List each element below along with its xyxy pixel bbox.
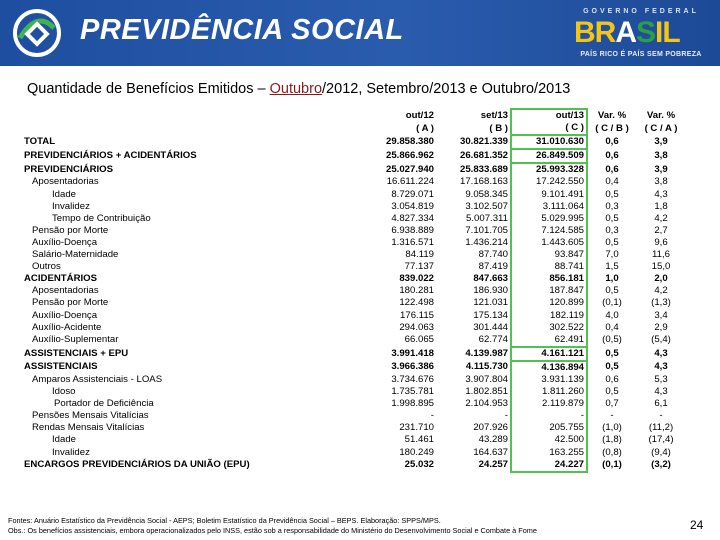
cell-c: 1.811.260 xyxy=(511,386,587,398)
cell-ca: 15,0 xyxy=(651,261,671,273)
row-label: Idoso xyxy=(52,386,76,398)
cell-b: 121.031 xyxy=(473,297,508,309)
gov-top-label: GOVERNO FEDERAL xyxy=(583,8,699,15)
row-label: Auxílio-Acidente xyxy=(32,321,102,333)
cell-c: 3.111.064 xyxy=(511,201,587,213)
cell-ca: 4,3 xyxy=(654,347,668,359)
cell-cb: 0,6 xyxy=(605,150,619,162)
cell-cb: - xyxy=(610,410,614,422)
table-header-row-2 xyxy=(22,122,686,135)
cell-b: 17.168.163 xyxy=(459,176,508,188)
row-label: Aposentadorias xyxy=(32,176,99,188)
cell-c: 3.931.139 xyxy=(511,374,587,386)
header-out12: out/12 xyxy=(405,109,434,121)
cell-b: 26.681.352 xyxy=(459,150,508,162)
cell-cb: 0,5 xyxy=(605,212,619,224)
cell-cb: 0,5 xyxy=(605,285,619,297)
cell-cb: (0,1) xyxy=(602,297,622,309)
header-b: ( B ) xyxy=(489,122,508,134)
cell-cb: 0,5 xyxy=(605,188,619,200)
footer-obs: Obs.: Os benefícios assistenciais, embora operacionalizados pelo INSS, estão sob a responsabilidade do Ministério do Desenvolvimento Social e Combate à Fome xyxy=(8,526,537,535)
cell-b: 4.139.987 xyxy=(465,347,508,359)
row-label: Rendas Mensais Vitalícias xyxy=(32,422,145,434)
cell-c: 187.847 xyxy=(511,285,587,297)
cell-a: 1.316.571 xyxy=(391,236,434,248)
row-label: Idade xyxy=(52,188,77,200)
cell-a: 3.054.819 xyxy=(391,200,434,212)
cell-b: 301.444 xyxy=(473,321,508,333)
cell-b: 1.436.214 xyxy=(465,236,508,248)
subtitle-part2: /2012, Setembro/2013 e Outubro/2013 xyxy=(322,81,571,97)
table-row xyxy=(22,361,686,374)
cell-cb: 0,5 xyxy=(605,236,619,248)
benefits-table xyxy=(22,108,686,473)
table-row xyxy=(22,386,686,398)
cell-b: 1.802.851 xyxy=(465,386,508,398)
cell-c: 88.741 xyxy=(511,261,587,273)
footer-notes xyxy=(8,516,537,536)
table-row xyxy=(22,398,686,410)
header-label-col-2 xyxy=(22,122,362,135)
previdencia-logo-icon xyxy=(10,8,64,58)
table-row xyxy=(22,410,686,422)
cell-a: 25.027.940 xyxy=(385,163,434,175)
cell-c: 5.029.995 xyxy=(511,213,587,225)
cell-ca: (17,4) xyxy=(648,434,674,446)
cell-c: 42.500 xyxy=(511,434,587,446)
cell-cb: (0,8) xyxy=(602,446,622,458)
cell-c: 120.899 xyxy=(511,297,587,309)
cell-c: 2.119.879 xyxy=(511,398,587,410)
cell-cb: 0,3 xyxy=(605,200,619,212)
table-row xyxy=(22,201,686,213)
table-body xyxy=(22,135,686,472)
cell-ca: 5,3 xyxy=(654,373,668,385)
cell-ca: 6,1 xyxy=(654,398,668,410)
table-row xyxy=(22,322,686,334)
table-row xyxy=(22,176,686,188)
cell-c: 302.522 xyxy=(511,322,587,334)
cell-ca: 9,6 xyxy=(654,236,668,248)
table-row xyxy=(22,334,686,347)
cell-a: 231.710 xyxy=(399,422,434,434)
cell-b: 207.926 xyxy=(473,422,508,434)
cell-ca: 3,9 xyxy=(654,136,668,148)
cell-b: 30.821.339 xyxy=(459,136,508,148)
table-row xyxy=(22,273,686,285)
header-a: ( A ) xyxy=(416,122,434,134)
cell-a: 66.065 xyxy=(404,334,434,346)
cell-b: 175.134 xyxy=(473,309,508,321)
cell-c: 93.847 xyxy=(511,249,587,261)
cell-b: 847.663 xyxy=(473,273,508,285)
cell-a: 6.938.889 xyxy=(391,224,434,236)
row-label: Invalidez xyxy=(52,200,90,212)
cell-ca: 11,6 xyxy=(652,249,670,261)
cell-b: 164.637 xyxy=(473,446,508,458)
cell-b: 9.058.345 xyxy=(465,188,508,200)
header-label-col xyxy=(22,109,362,122)
header-set13: set/13 xyxy=(480,109,508,121)
cell-a: 77.137 xyxy=(404,261,434,273)
cell-b: 87.740 xyxy=(478,249,508,261)
cell-b: 186.930 xyxy=(473,285,508,297)
header-banner xyxy=(0,0,720,66)
cell-c: 62.491 xyxy=(511,334,587,347)
cell-ca: 4,3 xyxy=(654,188,668,200)
row-label: Invalidez xyxy=(52,446,90,458)
cell-cb: (1,0) xyxy=(602,422,622,434)
row-label: Outros xyxy=(32,261,61,273)
subtitle-highlight: Outubro xyxy=(269,81,323,97)
row-label: Aposentadorias xyxy=(32,285,99,297)
cell-ca: 3,8 xyxy=(654,176,668,188)
cell-cb: 1,5 xyxy=(605,261,619,273)
cell-c: - xyxy=(511,410,587,422)
table-row xyxy=(22,135,686,149)
cell-cb: (0,1) xyxy=(602,459,622,471)
row-label: Pensões Mensais Vitalícias xyxy=(32,410,149,422)
cell-cb: 0,6 xyxy=(605,136,619,148)
cell-a: - xyxy=(430,410,434,422)
table-row xyxy=(22,163,686,176)
cell-a: 16.611.224 xyxy=(386,176,434,188)
cell-c: 31.010.630 xyxy=(511,135,587,149)
row-label: Tempo de Contribuição xyxy=(52,212,151,224)
cell-ca: (3,2) xyxy=(651,459,671,471)
cell-cb: 7,0 xyxy=(605,249,619,261)
cell-ca: 2,7 xyxy=(654,224,668,236)
cell-c: 163.255 xyxy=(511,447,587,459)
cell-cb: (0,5) xyxy=(602,334,622,346)
header-c: ( C ) xyxy=(511,122,587,135)
cell-b: 3.102.507 xyxy=(465,200,508,212)
cell-c: 4.161.121 xyxy=(511,347,587,361)
cell-c: 25.993.328 xyxy=(511,163,587,176)
subtitle-part1: Quantidade de Benefícios Emitidos – xyxy=(27,81,270,97)
row-label: TOTAL xyxy=(24,136,56,148)
cell-a: 3.991.418 xyxy=(391,347,434,359)
cell-cb: 0,6 xyxy=(605,373,619,385)
cell-cb: 1,0 xyxy=(605,273,619,285)
row-label: ACIDENTÁRIOS xyxy=(24,273,98,285)
header-cb: ( C / B ) xyxy=(595,122,629,134)
table-row xyxy=(22,249,686,261)
cell-c: 9.101.491 xyxy=(511,189,587,201)
cell-a: 180.281 xyxy=(399,285,434,297)
cell-ca: 3,4 xyxy=(654,309,668,321)
row-label: PREVIDENCIÁRIOS + ACIDENTÁRIOS xyxy=(24,150,197,162)
cell-a: 122.498 xyxy=(399,297,434,309)
table-row xyxy=(22,149,686,163)
table-header-row-1 xyxy=(22,109,686,122)
header-var-ca: Var. % xyxy=(646,109,676,121)
cell-a: 51.461 xyxy=(404,434,434,446)
cell-ca: 4,2 xyxy=(654,212,668,224)
cell-c: 7.124.585 xyxy=(511,225,587,237)
cell-ca: (11,2) xyxy=(648,422,674,434)
cell-b: 62.774 xyxy=(478,334,508,346)
cell-c: 4.136.894 xyxy=(511,361,587,374)
table-row xyxy=(22,374,686,386)
row-label: Auxílio-Doença xyxy=(32,309,98,321)
cell-a: 294.063 xyxy=(399,321,434,333)
cell-c: 856.181 xyxy=(511,273,587,285)
table-row xyxy=(22,297,686,309)
cell-a: 3.734.676 xyxy=(391,373,434,385)
cell-a: 1.998.895 xyxy=(391,398,434,410)
cell-c: 26.849.509 xyxy=(511,149,587,163)
table-row xyxy=(22,261,686,273)
cell-a: 29.858.380 xyxy=(385,136,434,148)
table-row xyxy=(22,189,686,201)
table-row xyxy=(22,237,686,249)
cell-ca: 4,3 xyxy=(654,361,668,373)
row-label: PREVIDENCIÁRIOS xyxy=(24,163,114,175)
cell-c: 17.242.550 xyxy=(511,176,587,188)
cell-a: 1.735.781 xyxy=(391,386,434,398)
table-row xyxy=(22,213,686,225)
table-row xyxy=(22,310,686,322)
cell-b: 25.833.689 xyxy=(459,163,508,175)
cell-ca: 3,8 xyxy=(654,150,668,162)
cell-a: 8.729.071 xyxy=(391,188,434,200)
cell-b: 5.007.311 xyxy=(466,212,508,224)
row-label: ASSISTENCIAIS + EPU xyxy=(24,347,129,359)
cell-c: 182.119 xyxy=(511,310,587,322)
footer-sources: Fontes: Anuário Estatístico da Previdência Social - AEPS; Boletim Estatístico da Previdência Social – BEPS. Elaboração: SPPS/MPS. xyxy=(8,516,441,525)
page-number: 24 xyxy=(690,518,704,532)
cell-cb: 0,5 xyxy=(605,347,619,359)
row-label: Salário-Maternidade xyxy=(32,249,119,261)
cell-b: 7.101.705 xyxy=(465,224,508,236)
cell-b: 24.257 xyxy=(478,459,508,471)
cell-cb: 0,5 xyxy=(605,361,619,373)
cell-cb: 0,7 xyxy=(605,398,619,410)
cell-ca: 1,8 xyxy=(654,200,668,212)
row-label: Pensão por Morte xyxy=(32,224,109,236)
cell-cb: 4,0 xyxy=(605,309,619,321)
cell-b: - xyxy=(504,410,508,422)
cell-a: 4.827.334 xyxy=(391,212,434,224)
cell-cb: 0,4 xyxy=(605,321,619,333)
table-row xyxy=(22,447,686,459)
cell-ca: - xyxy=(659,410,663,422)
cell-a: 3.966.386 xyxy=(391,361,434,373)
page-subtitle xyxy=(27,81,570,97)
brasil-wordmark: BRASIL xyxy=(574,16,680,49)
table-row xyxy=(22,225,686,237)
cell-ca: (5,4) xyxy=(651,334,671,346)
cell-c: 1.443.605 xyxy=(511,237,587,249)
cell-ca: 4,3 xyxy=(654,386,668,398)
table-row xyxy=(22,434,686,446)
cell-a: 839.022 xyxy=(399,273,434,285)
cell-b: 3.907.804 xyxy=(465,373,508,385)
cell-a: 25.866.962 xyxy=(385,150,434,162)
cell-cb: 0,6 xyxy=(605,163,619,175)
row-label: Auxílio-Suplementar xyxy=(32,334,119,346)
cell-a: 180.249 xyxy=(399,446,434,458)
cell-ca: 3,9 xyxy=(654,163,668,175)
table-row xyxy=(22,459,686,472)
cell-ca: 2,0 xyxy=(654,273,668,285)
cell-ca: (9,4) xyxy=(651,446,671,458)
cell-cb: 0,5 xyxy=(605,386,619,398)
cell-c: 24.227 xyxy=(511,459,587,472)
cell-cb: 0,3 xyxy=(605,224,619,236)
cell-a: 176.115 xyxy=(400,309,434,321)
brand-title: PREVIDÊNCIA SOCIAL xyxy=(80,14,404,46)
governo-federal-logo xyxy=(570,8,712,60)
cell-cb: (1,8) xyxy=(602,434,622,446)
cell-ca: 2,9 xyxy=(654,321,668,333)
cell-b: 87.419 xyxy=(478,261,508,273)
cell-a: 84.119 xyxy=(405,249,434,261)
table-row xyxy=(22,422,686,434)
cell-b: 43.289 xyxy=(478,434,508,446)
row-label: ASSISTENCIAIS xyxy=(24,361,98,373)
row-label: Portador de Deficiência xyxy=(54,398,154,410)
row-label: Auxílio-Doença xyxy=(32,236,98,248)
row-label: ENCARGOS PREVIDENCIÁRIOS DA UNIÃO (EPU) xyxy=(24,459,250,471)
cell-b: 4.115.730 xyxy=(465,361,508,373)
cell-ca: 4,2 xyxy=(654,285,668,297)
cell-a: 25.032 xyxy=(404,459,434,471)
row-label: Pensão por Morte xyxy=(32,297,109,309)
header-var-cb: Var. % xyxy=(597,109,627,121)
header-ca: ( C / A ) xyxy=(644,122,678,134)
gov-slogan: PAÍS RICO É PAÍS SEM POBREZA xyxy=(580,51,702,58)
table-row xyxy=(22,347,686,361)
row-label: Idade xyxy=(52,434,77,446)
table-row xyxy=(22,285,686,297)
cell-c: 205.755 xyxy=(511,422,587,434)
cell-ca: (1,3) xyxy=(651,297,671,309)
cell-cb: 0,4 xyxy=(605,176,619,188)
row-label: Amparos Assistenciais - LOAS xyxy=(32,373,163,385)
cell-b: 2.104.953 xyxy=(465,398,508,410)
header-out13: out/13 xyxy=(511,109,587,122)
